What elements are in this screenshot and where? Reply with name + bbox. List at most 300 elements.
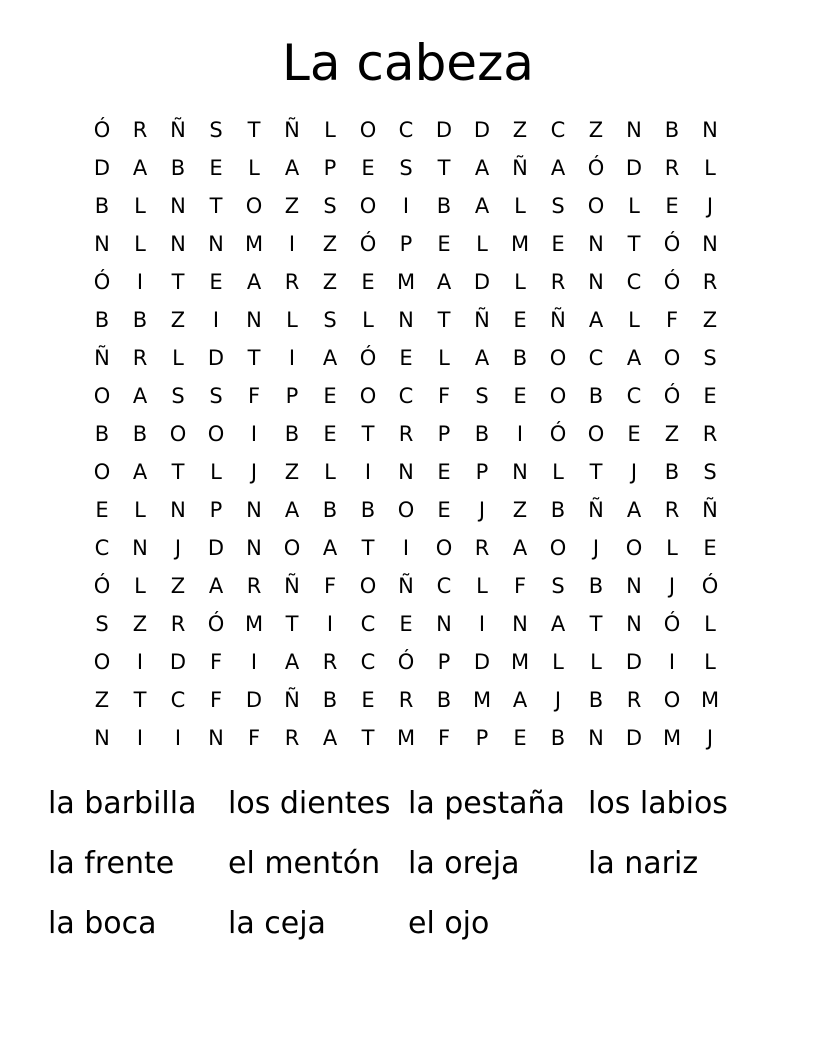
grid-letter: P [209,498,223,522]
grid-letter: S [209,118,223,142]
grid-letter: I [402,194,410,218]
grid-letter: N [170,232,186,256]
grid-letter: E [209,156,223,180]
grid-letter: R [132,346,148,370]
grid-letter: O [93,460,111,484]
grid-letter: Ñ [550,308,566,332]
grid-letter: S [703,346,717,370]
word-list [48,774,768,954]
grid-letter: L [552,460,564,484]
grid-letter: Z [94,688,110,712]
grid-letter: L [438,346,450,370]
grid-letter: L [324,118,336,142]
grid-row [83,187,729,225]
grid-letter: N [246,536,262,560]
grid-letter: D [473,650,491,674]
grid-letter: M [396,726,416,750]
grid-letter: L [590,650,602,674]
grid-letter: S [551,574,565,598]
grid-letter: B [94,194,110,218]
grid-letter: Ó [549,422,567,446]
grid-letter: I [136,650,144,674]
grid-letter: F [247,726,261,750]
word-list-item: la oreja [408,846,520,881]
grid-letter: E [399,346,413,370]
grid-letter: Ñ [94,346,110,370]
grid-letter: A [322,346,338,370]
grid-letter: Ó [359,346,377,370]
grid-row [83,301,729,339]
grid-letter: E [323,422,337,446]
grid-letter: O [663,346,681,370]
grid-letter: F [513,574,527,598]
grid-letter: E [513,726,527,750]
grid-letter: L [514,270,526,294]
word-list-item: la nariz [588,846,699,881]
grid-letter: A [474,156,490,180]
grid-letter: E [513,308,527,332]
page-title: La cabeza [282,34,534,92]
grid-row [83,491,729,529]
grid-letter: Z [322,232,338,256]
word-list-item: la boca [48,906,157,941]
grid-letter: R [170,612,186,636]
grid-row [83,149,729,187]
grid-letter: Z [170,574,186,598]
grid-letter: O [549,384,567,408]
grid-letter: O [663,688,681,712]
grid-letter: Ñ [474,308,490,332]
grid-letter: I [326,612,334,636]
grid-row [83,225,729,263]
grid-row [83,415,729,453]
grid-letter: B [664,118,680,142]
grid-letter: Ñ [588,498,604,522]
grid-letter: Ñ [284,688,300,712]
grid-letter: E [209,270,223,294]
grid-letter: O [549,536,567,560]
grid-letter: A [626,498,642,522]
grid-letter: Z [170,308,186,332]
grid-letter: B [284,422,300,446]
grid-letter: M [244,232,264,256]
grid-letter: B [322,498,338,522]
grid-letter: N [512,460,528,484]
grid-letter: B [588,384,604,408]
grid-letter: Z [284,460,300,484]
grid-letter: E [703,536,717,560]
grid-letter: T [285,612,299,636]
grid-letter: O [587,194,605,218]
grid-letter: N [94,726,110,750]
grid-letter: F [437,384,451,408]
grid-letter: E [703,384,717,408]
grid-letter: N [626,118,642,142]
grid-letter: C [550,118,566,142]
grid-letter: N [94,232,110,256]
grid-letter: O [93,650,111,674]
grid-row [83,529,729,567]
word-list-item: el mentón [228,846,381,881]
grid-letter: O [359,574,377,598]
grid-letter: I [516,422,524,446]
grid-letter: A [474,346,490,370]
grid-letter: Ñ [512,156,528,180]
grid-letter: J [478,498,486,522]
grid-letter: L [248,156,260,180]
grid-letter: N [626,574,642,598]
grid-letter: A [284,498,300,522]
grid-letter: O [435,536,453,560]
grid-letter: N [436,612,452,636]
grid-letter: P [323,156,337,180]
grid-letter: I [212,308,220,332]
grid-letter: P [475,460,489,484]
grid-letter: E [627,422,641,446]
grid-letter: L [552,650,564,674]
grid-letter: I [136,726,144,750]
grid-letter: J [174,536,182,560]
grid-letter: C [94,536,110,560]
grid-letter: B [132,422,148,446]
grid-letter: J [250,460,258,484]
grid-letter: A [588,308,604,332]
grid-letter: Ñ [398,574,414,598]
grid-letter: O [169,422,187,446]
grid-letter: D [625,726,643,750]
grid-letter: R [398,688,414,712]
grid-letter: S [171,384,185,408]
grid-letter: Ó [663,384,681,408]
grid-letter: Z [284,194,300,218]
grid-letter: A [626,346,642,370]
grid-letter: L [704,650,716,674]
grid-letter: Z [322,270,338,294]
grid-letter: A [322,726,338,750]
grid-letter: C [360,650,376,674]
grid-letter: N [398,460,414,484]
grid-letter: N [246,498,262,522]
grid-letter: O [245,194,263,218]
grid-letter: M [662,726,682,750]
grid-letter: T [361,422,375,446]
grid-letter: N [246,308,262,332]
grid-letter: L [666,536,678,560]
grid-letter: I [288,232,296,256]
grid-letter: B [94,308,110,332]
grid-letter: N [512,612,528,636]
grid-letter: L [134,194,146,218]
grid-letter: D [169,650,187,674]
grid-letter: T [589,460,603,484]
grid-row [83,339,729,377]
grid-letter: N [170,194,186,218]
grid-letter: R [702,270,718,294]
grid-letter: O [359,194,377,218]
grid-letter: S [703,460,717,484]
grid-letter: A [436,270,452,294]
grid-row [83,453,729,491]
grid-letter: B [94,422,110,446]
grid-letter: C [588,346,604,370]
grid-row [83,605,729,643]
grid-letter: Ó [663,612,681,636]
grid-letter: P [475,726,489,750]
grid-letter: N [702,232,718,256]
grid-letter: E [513,384,527,408]
grid-letter: E [95,498,109,522]
grid-letter: P [285,384,299,408]
grid-letter: Ñ [284,118,300,142]
grid-letter: O [587,422,605,446]
grid-letter: J [630,460,638,484]
grid-letter: N [170,498,186,522]
grid-letter: L [628,308,640,332]
grid-letter: O [359,384,377,408]
grid-letter: C [398,118,414,142]
grid-letter: D [207,536,225,560]
grid-letter: R [322,650,338,674]
grid-letter: S [551,194,565,218]
grid-letter: L [324,460,336,484]
grid-letter: R [626,688,642,712]
grid-letter: D [207,346,225,370]
grid-letter: O [93,384,111,408]
grid-letter: A [284,156,300,180]
grid-letter: A [550,156,566,180]
grid-letter: E [665,194,679,218]
grid-letter: C [436,574,452,598]
grid-letter: E [361,270,375,294]
grid-letter: A [550,612,566,636]
grid-letter: S [323,194,337,218]
grid-letter: R [132,118,148,142]
grid-row [83,567,729,605]
grid-letter: Ó [587,156,605,180]
grid-letter: B [436,194,452,218]
grid-letter: L [362,308,374,332]
grid-letter: Z [512,498,528,522]
grid-letter: C [170,688,186,712]
grid-letter: C [398,384,414,408]
grid-letter: J [706,194,714,218]
grid-letter: B [360,498,376,522]
grid-letter: N [208,726,224,750]
grid-letter: B [322,688,338,712]
grid-letter: F [323,574,337,598]
grid-letter: T [437,156,451,180]
grid-letter: D [473,118,491,142]
grid-letter: A [246,270,262,294]
grid-letter: C [626,384,642,408]
grid-letter: N [588,726,604,750]
grid-letter: Ñ [170,118,186,142]
grid-letter: M [396,270,416,294]
grid-letter: E [437,460,451,484]
grid-letter: A [474,194,490,218]
grid-letter: Z [702,308,718,332]
grid-letter: I [364,460,372,484]
grid-letter: D [625,650,643,674]
grid-letter: I [250,422,258,446]
word-search-grid [83,111,729,757]
grid-letter: L [704,612,716,636]
grid-letter: Ó [701,574,719,598]
grid-letter: Z [588,118,604,142]
word-list-item: el ojo [408,906,490,941]
grid-letter: R [664,156,680,180]
grid-letter: J [592,536,600,560]
grid-row [83,719,729,757]
grid-letter: N [588,270,604,294]
grid-letter: B [664,460,680,484]
grid-row [83,111,729,149]
grid-row [83,681,729,719]
grid-letter: E [323,384,337,408]
grid-letter: E [551,232,565,256]
grid-letter: M [472,688,492,712]
grid-row [83,263,729,301]
grid-letter: P [399,232,413,256]
grid-letter: A [132,460,148,484]
grid-letter: T [589,612,603,636]
grid-row [83,643,729,681]
grid-letter: B [132,308,148,332]
grid-letter: Ó [663,270,681,294]
grid-letter: T [437,308,451,332]
grid-letter: L [628,194,640,218]
grid-letter: B [436,688,452,712]
grid-letter: B [512,346,528,370]
word-list-row [48,894,768,954]
grid-letter: O [283,536,301,560]
grid-letter: F [437,726,451,750]
grid-letter: L [134,498,146,522]
grid-letter: D [93,156,111,180]
grid-letter: M [510,650,530,674]
grid-letter: A [132,384,148,408]
word-list-item: la barbilla [48,786,197,821]
grid-letter: B [474,422,490,446]
grid-letter: R [702,422,718,446]
grid-letter: N [626,612,642,636]
grid-letter: R [246,574,262,598]
grid-letter: N [588,232,604,256]
grid-letter: N [702,118,718,142]
grid-letter: Z [664,422,680,446]
grid-letter: T [361,726,375,750]
grid-letter: T [247,118,261,142]
grid-letter: S [399,156,413,180]
grid-letter: B [550,498,566,522]
grid-letter: F [247,384,261,408]
grid-letter: I [250,650,258,674]
grid-letter: N [208,232,224,256]
grid-letter: Ó [397,650,415,674]
grid-letter: L [286,308,298,332]
grid-letter: R [550,270,566,294]
grid-letter: Ó [663,232,681,256]
grid-letter: D [245,688,263,712]
grid-letter: Ñ [284,574,300,598]
grid-letter: T [361,536,375,560]
grid-letter: E [361,156,375,180]
grid-letter: T [171,460,185,484]
grid-letter: O [625,536,643,560]
grid-letter: E [437,498,451,522]
grid-letter: P [437,422,451,446]
grid-letter: A [512,688,528,712]
grid-letter: Z [512,118,528,142]
grid-letter: S [475,384,489,408]
grid-letter: L [134,232,146,256]
grid-letter: J [668,574,676,598]
grid-letter: S [323,308,337,332]
grid-letter: C [360,612,376,636]
grid-letter: A [208,574,224,598]
grid-letter: A [284,650,300,674]
grid-letter: I [174,726,182,750]
grid-letter: E [437,232,451,256]
grid-letter: D [473,270,491,294]
grid-letter: F [209,650,223,674]
grid-letter: C [626,270,642,294]
grid-letter: Ó [207,612,225,636]
grid-letter: F [209,688,223,712]
word-list-item: los labios [588,786,728,821]
grid-letter: B [588,688,604,712]
grid-letter: R [284,726,300,750]
grid-letter: T [133,688,147,712]
grid-letter: T [171,270,185,294]
grid-letter: B [588,574,604,598]
grid-letter: L [476,232,488,256]
grid-letter: L [514,194,526,218]
grid-letter: I [136,270,144,294]
grid-letter: Z [132,612,148,636]
grid-letter: T [247,346,261,370]
grid-letter: R [664,498,680,522]
grid-letter: I [288,346,296,370]
grid-letter: B [170,156,186,180]
grid-letter: L [704,156,716,180]
word-list-item: los dientes [228,786,391,821]
grid-letter: A [132,156,148,180]
grid-letter: P [437,650,451,674]
grid-letter: I [668,650,676,674]
grid-letter: B [550,726,566,750]
grid-letter: Ó [359,232,377,256]
grid-letter: Ó [93,118,111,142]
grid-letter: R [398,422,414,446]
grid-letter: O [207,422,225,446]
grid-letter: J [706,726,714,750]
word-list-row [48,774,768,834]
grid-letter: L [134,574,146,598]
grid-letter: S [209,384,223,408]
grid-row [83,377,729,415]
word-list-item: la ceja [228,906,326,941]
grid-letter: E [361,688,375,712]
grid-letter: N [398,308,414,332]
grid-letter: D [435,118,453,142]
grid-letter: J [554,688,562,712]
grid-letter: I [478,612,486,636]
grid-letter: E [399,612,413,636]
grid-letter: A [512,536,528,560]
grid-letter: A [322,536,338,560]
grid-letter: M [700,688,720,712]
